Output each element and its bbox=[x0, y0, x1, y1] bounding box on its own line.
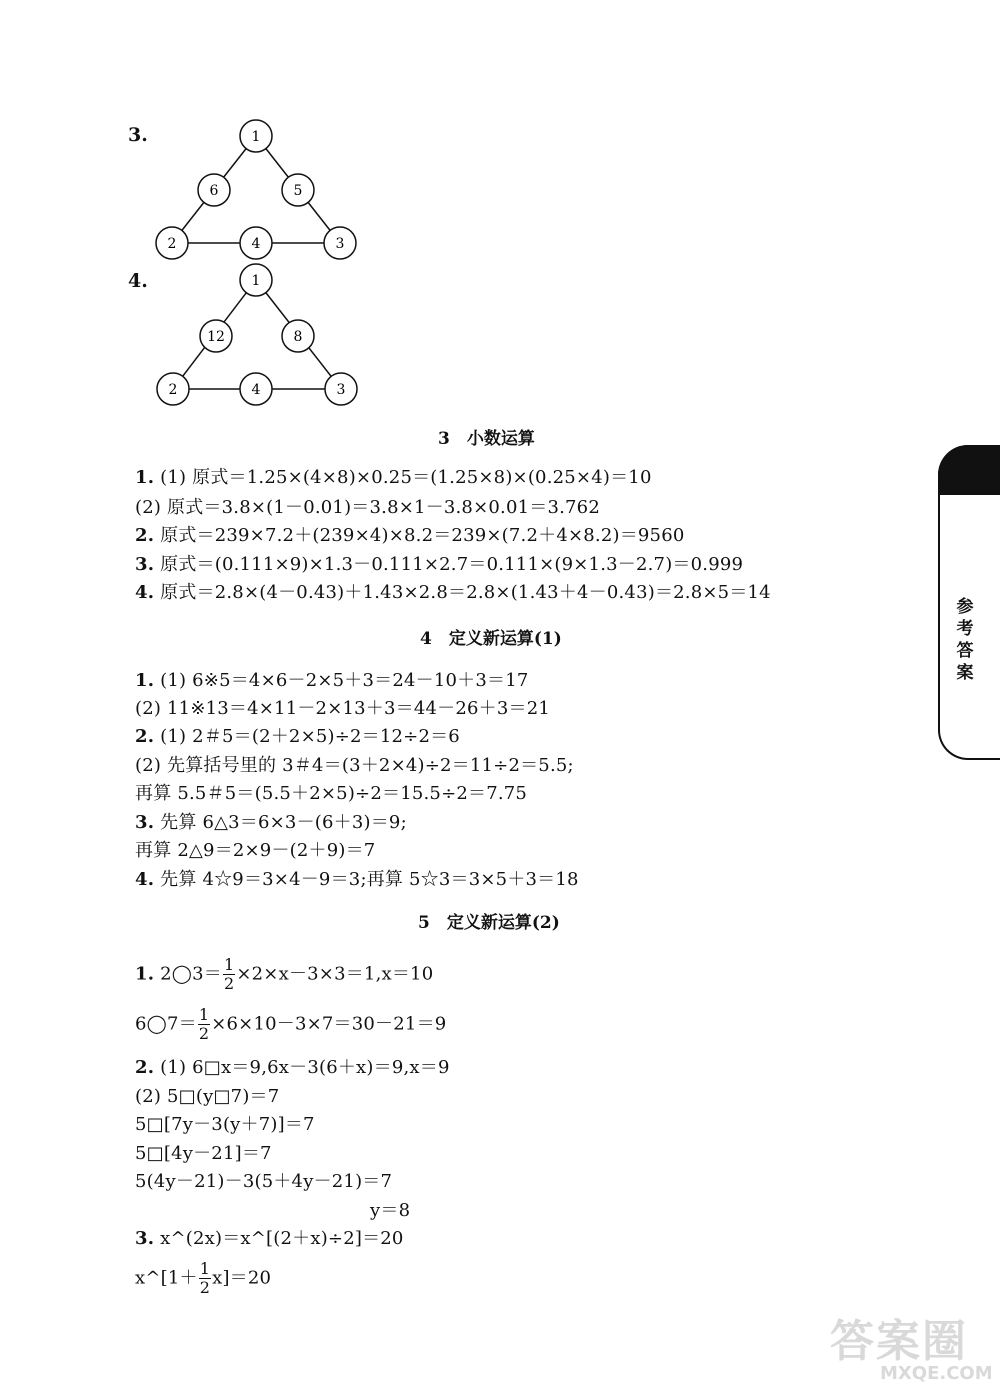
node bbox=[282, 320, 314, 352]
triangle-diagram-3 bbox=[150, 115, 370, 265]
item-number: 1. bbox=[135, 670, 155, 691]
item-number: 3. bbox=[135, 554, 155, 575]
node-label: 3 bbox=[336, 382, 346, 398]
answer-text: 原式＝239×7.2＋(239×4)×8.2＝239×(7.2＋4×8.2)＝9560 bbox=[154, 525, 685, 546]
fraction-half bbox=[223, 956, 235, 993]
side-tab-marker bbox=[938, 445, 1000, 495]
answer-text: ×2×x－3×3＝1,x＝10 bbox=[236, 963, 434, 985]
node-label: 1 bbox=[251, 129, 261, 145]
answer-text: (1) 2＃5＝(2＋2×5)÷2＝12÷2＝6 bbox=[154, 726, 460, 747]
answer-text: 5□[4y－21]＝7 bbox=[135, 1143, 272, 1164]
answer-text: 原式＝(0.111×9)×1.3－0.111×2.7＝0.111×(9×1.3－2.7)＝0.999 bbox=[154, 554, 744, 575]
answer-line bbox=[135, 836, 375, 862]
answer-text: 再算 5.5＃5＝(5.5＋2×5)÷2＝15.5÷2＝7.75 bbox=[135, 783, 528, 804]
answer-line bbox=[135, 666, 529, 692]
numerator: 1 bbox=[198, 1005, 210, 1024]
node-label: 4 bbox=[251, 236, 261, 252]
answer-text: (2) 先算括号里的 3＃4＝(3＋2×4)÷2＝11÷2＝5.5; bbox=[135, 755, 574, 776]
node bbox=[325, 373, 357, 405]
node-label: 4 bbox=[251, 382, 261, 398]
node-label: 5 bbox=[293, 183, 303, 199]
node bbox=[282, 174, 314, 206]
answer-text: (1) 原式＝1.25×(4×8)×0.25＝(1.25×8)×(0.25×4)＝10 bbox=[154, 467, 652, 488]
answer-line bbox=[135, 1139, 272, 1165]
watermark-url: MXQE.COM bbox=[880, 1363, 993, 1384]
answer-line bbox=[135, 1006, 446, 1043]
answer-text: (1) 6□x＝9,6x－3(6＋x)＝9,x＝9 bbox=[154, 1057, 450, 1078]
answer-line bbox=[135, 808, 407, 834]
node bbox=[240, 227, 272, 259]
answer-text: (1) 6※5＝4×6－2×5＋3＝24－10＋3＝17 bbox=[154, 670, 529, 691]
denominator: 2 bbox=[198, 1024, 210, 1043]
answer-line bbox=[135, 779, 527, 805]
fraction-half bbox=[199, 1260, 211, 1297]
section-5-heading: 5 定义新运算(2) bbox=[418, 913, 560, 933]
node-label: 12 bbox=[207, 329, 225, 345]
item-number: 1. bbox=[135, 963, 155, 985]
answer-result: y＝8 bbox=[370, 1200, 411, 1221]
answer-text: 再算 2△9＝2×9－(2＋9)＝7 bbox=[135, 840, 376, 861]
node-label: 6 bbox=[209, 183, 219, 199]
item-number: 2. bbox=[135, 1057, 155, 1078]
answer-text: 先算 6△3＝6×3－(6＋3)＝9; bbox=[154, 812, 407, 833]
answer-text: 5□[7y－3(y＋7)]＝7 bbox=[135, 1114, 315, 1135]
answer-line bbox=[135, 956, 433, 993]
answer-text: (2) 原式＝3.8×(1－0.01)＝3.8×1－3.8×0.01＝3.762 bbox=[135, 497, 600, 518]
watermark-logo: 答案圈 bbox=[830, 1316, 968, 1367]
node bbox=[240, 264, 272, 296]
section-4-heading: 4 定义新运算(1) bbox=[420, 629, 562, 649]
denominator: 2 bbox=[223, 974, 235, 993]
answer-text: 原式＝2.8×(4－0.43)＋1.43×2.8＝2.8×(1.43＋4－0.43)＝2.8×5＝14 bbox=[154, 582, 771, 603]
answer-line bbox=[135, 578, 771, 604]
triangle-diagram-4 bbox=[150, 260, 370, 410]
side-tab-label: 参考答案 bbox=[956, 597, 974, 683]
item-number: 1. bbox=[135, 467, 155, 488]
problem-3-label: 3. bbox=[128, 124, 148, 146]
answer-line bbox=[135, 521, 685, 547]
item-number: 2. bbox=[135, 726, 155, 747]
fraction-half bbox=[198, 1006, 210, 1043]
answer-text: x]＝20 bbox=[212, 1267, 272, 1289]
answer-line bbox=[135, 751, 574, 777]
answer-text: (2) 11※13＝4×11－2×13＋3＝44－26＋3＝21 bbox=[135, 698, 551, 719]
answer-line bbox=[135, 1224, 404, 1250]
node-label: 3 bbox=[335, 236, 345, 252]
answer-line bbox=[135, 722, 460, 748]
answer-line bbox=[135, 1110, 315, 1136]
node-label: 2 bbox=[167, 236, 177, 252]
problem-4-label: 4. bbox=[128, 270, 148, 292]
answer-line bbox=[135, 493, 600, 519]
numerator: 1 bbox=[199, 1259, 211, 1278]
answer-line bbox=[135, 865, 579, 891]
item-number: 4. bbox=[135, 582, 155, 603]
node-label: 2 bbox=[168, 382, 178, 398]
answer-text: 先算 4☆9＝3×4－9＝3;再算 5☆3＝3×5＋3＝18 bbox=[154, 869, 579, 890]
answer-line bbox=[135, 1082, 279, 1108]
section-3-heading: 3 小数运算 bbox=[438, 429, 535, 449]
answer-line bbox=[135, 1053, 450, 1079]
answer-text: x^(2x)＝x^[(2＋x)÷2]＝20 bbox=[154, 1228, 404, 1249]
answer-line bbox=[135, 1167, 392, 1193]
item-number: 3. bbox=[135, 812, 155, 833]
node-label: 1 bbox=[251, 273, 261, 289]
node bbox=[157, 373, 189, 405]
answer-text: ×6×10－3×7＝30－21＝9 bbox=[211, 1013, 447, 1035]
answer-text: x^[1＋ bbox=[135, 1267, 198, 1289]
node bbox=[240, 120, 272, 152]
answer-text: 2◯3＝ bbox=[154, 963, 222, 985]
answer-line bbox=[135, 463, 652, 489]
node bbox=[240, 373, 272, 405]
node-label: 8 bbox=[293, 329, 303, 345]
node bbox=[324, 227, 356, 259]
answer-text: 5(4y－21)－3(5＋4y－21)＝7 bbox=[135, 1171, 393, 1192]
denominator: 2 bbox=[199, 1278, 211, 1297]
item-number: 3. bbox=[135, 1228, 155, 1249]
watermark bbox=[820, 1305, 1000, 1396]
answer-line bbox=[135, 1260, 271, 1297]
answer-line bbox=[135, 694, 550, 720]
item-number: 2. bbox=[135, 525, 155, 546]
node bbox=[156, 227, 188, 259]
node bbox=[200, 320, 232, 352]
answer-text: 6◯7＝ bbox=[135, 1013, 197, 1035]
numerator: 1 bbox=[223, 955, 235, 974]
answer-line bbox=[135, 550, 743, 576]
node bbox=[198, 174, 230, 206]
item-number: 4. bbox=[135, 869, 155, 890]
answer-text: (2) 5□(y□7)＝7 bbox=[135, 1086, 280, 1107]
